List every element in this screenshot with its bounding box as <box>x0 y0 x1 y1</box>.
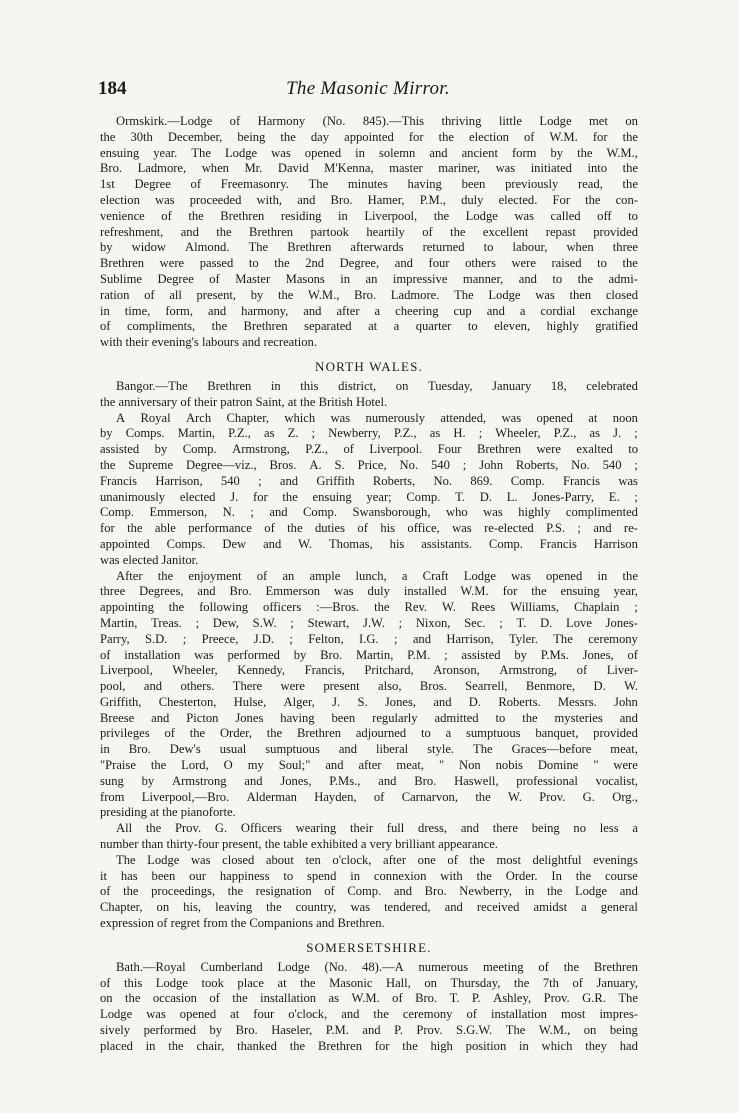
text-line: Bro. Ladmore, when Mr. David M'Kenna, master mariner, was initiated into the <box>100 161 638 176</box>
text-line: Comp. Emmerson, N. ; and Comp. Swansborough, who was highly complimented <box>100 505 638 520</box>
text-line: Lodge was opened at four o'clock, and the ceremony of installation most impres- <box>100 1007 638 1022</box>
text-line: expression of regret from the Companions and Brethren. <box>100 916 385 931</box>
paragraph <box>100 114 638 351</box>
text-line: in time, form, and harmony, and after a cheering cup and a cordial exchange <box>100 303 638 318</box>
text-line: the anniversary of their patron Saint, at the British Hotel. <box>100 394 388 409</box>
text-line: election was proceeded with, and Bro. Hamer, P.M., duly elected. For the con- <box>100 192 638 207</box>
text-line: sively performed by Bro. Haseler, P.M. and P. Prov. S.G.W. The W.M., on being <box>100 1023 638 1038</box>
text-line: appointing the following officers :—Bros. the Rev. W. Rees Williams, Chaplain ; <box>100 600 638 615</box>
text-line: Bangor.—The Brethren in this district, on Tuesday, January 18, celebrated <box>116 378 638 393</box>
text-line: refreshment, and the Brethren partook heartily of the excellent repast provided <box>100 224 638 239</box>
text-line: sung by Armstrong and Jones, P.Ms., and Bro. Haswell, professional vocalist, <box>100 773 638 788</box>
text-line: ration of all present, by the W.M., Bro. Ladmore. The Lodge was then closed <box>100 287 638 302</box>
paragraph <box>100 853 638 932</box>
text-line: venience of the Brethren residing in Liverpool, the Lodge was called off to <box>100 208 638 223</box>
paragraph <box>100 960 638 1055</box>
text-line: placed in the chair, thanked the Brethren for the high position in which they had <box>100 1038 638 1053</box>
text-line: Parry, S.D. ; Preece, J.D. ; Felton, I.G. ; and Harrison, Tyler. The ceremony <box>100 631 638 646</box>
text-line: by Comps. Martin, P.Z., as Z. ; Newberry, P.Z., as H. ; Wheeler, P.Z., as J. ; <box>100 426 638 441</box>
text-line: Francis Harrison, 540 ; and Griffith Roberts, No. 869. Comp. Francis was <box>100 473 638 488</box>
text-line: Breese and Picton Jones having been regularly admitted to the mysteries and <box>100 710 638 725</box>
section-heading: SOMERSETSHIRE. <box>306 939 432 955</box>
text-line: Liverpool, Wheeler, Kennedy, Francis, Pritchard, Aronson, Armstrong, of Liver- <box>100 663 638 678</box>
text-line: presiding at the pianoforte. <box>100 805 236 820</box>
text-line: of this Lodge took place at the Masonic Hall, on Thursday, the 7th of January, <box>100 975 638 990</box>
paragraph <box>100 411 638 569</box>
text-line: three Degrees, and Bro. Emmerson was duly installed W.M. for the ensuing year, <box>100 584 638 599</box>
section-heading: NORTH WALES. <box>315 358 423 374</box>
text-line: was elected Janitor. <box>100 552 199 567</box>
text-line: on the occasion of the installation as W.M. of Bro. T. P. Ashley, Prov. G.R. The <box>100 991 638 1006</box>
text-line: 1st Degree of Freemasonry. The minutes having been previously read, the <box>100 177 638 192</box>
text-line: privileges of the Order, the Brethren adjourned to a sumptuous banquet, provided <box>100 726 638 741</box>
text-line: number than thirty-four present, the table exhibited a very brilliant appearance. <box>100 837 498 852</box>
page-number: 184 <box>98 78 127 99</box>
text-line: the Supreme Degree—viz., Bros. A. S. Price, No. 540 ; John Roberts, No. 540 ; <box>100 457 638 472</box>
text-line: Chapter, on his, leaving the country, was tendered, and received amidst a general <box>100 900 638 915</box>
running-head <box>98 78 638 102</box>
journal-title: The Masonic Mirror. <box>286 78 450 99</box>
text-line: Griffith, Chesterton, Hulse, Alger, J. S. Jones, and D. Roberts. Messrs. John <box>100 694 638 709</box>
text-line: from Liverpool,—Bro. Alderman Hayden, of Carnarvon, the W. Prov. G. Org., <box>100 789 638 804</box>
text-line: "Praise the Lord, O my Soul;" and after meat, " Non nobis Domine " were <box>100 758 638 773</box>
text-line: appointed Comps. Dew and W. Thomas, his assistants. Comp. Francis Harrison <box>100 536 638 551</box>
text-line: After the enjoyment of an ample lunch, a Craft Lodge was opened in the <box>116 568 638 583</box>
text-line: Bath.—Royal Cumberland Lodge (No. 48).—A numerous meeting of the Brethren <box>116 959 638 974</box>
text-line: Martin, Treas. ; Dew, S.W. ; Stewart, J.W. ; Nixon, Sec. ; T. D. Love Jones- <box>100 615 638 630</box>
text-line: unanimously elected J. for the ensuing year; Comp. T. D. L. Jones-Parry, E. ; <box>100 489 638 504</box>
paragraph <box>100 379 638 411</box>
text-line: by widow Almond. The Brethren afterwards returned to labour, when three <box>100 240 638 255</box>
text-line: Ormskirk.—Lodge of Harmony (No. 845).—This thriving little Lodge met on <box>116 114 638 128</box>
text-line: ensuing year. The Lodge was opened in solemn and ancient form by the W.M., <box>100 145 638 160</box>
text-line: Sublime Degree of Master Masons in an impressive manner, and to the admi- <box>100 271 638 286</box>
text-line: All the Prov. G. Officers wearing their full dress, and there being no less a <box>116 821 638 836</box>
text-line: Brethren were passed to the 2nd Degree, and four others were raised to the <box>100 256 638 271</box>
article-body <box>100 114 638 1055</box>
text-line: with their evening's labours and recreation. <box>100 335 317 350</box>
text-line: of the proceedings, the resignation of Comp. and Bro. Newberry, in the Lodge and <box>100 884 638 899</box>
paragraph <box>100 821 638 853</box>
text-line: A Royal Arch Chapter, which was numerously attended, was opened at noon <box>116 410 638 425</box>
text-line: pool, and others. There were present also, Bros. Searrell, Benmore, D. W. <box>100 679 638 694</box>
text-line: of compliments, the Brethren separated at a quarter to eleven, highly gratified <box>100 319 638 334</box>
text-line: of installation was performed by Bro. Martin, P.M. ; assisted by P.Ms. Jones, of <box>100 647 638 662</box>
text-line: The Lodge was closed about ten o'clock, after one of the most delightful evenings <box>116 852 638 867</box>
text-line: the 30th December, being the day appointed for the election of W.M. for the <box>100 129 638 144</box>
paragraph <box>100 569 638 822</box>
text-line: for the able performance of the duties of his office, was re-elected P.S. ; and re- <box>100 521 638 536</box>
text-line: it has been our happiness to spend in connexion with the Order. In the course <box>100 868 638 883</box>
text-line: assisted by Comp. Armstrong, P.Z., of Liverpool. Four Brethren were exalted to <box>100 442 638 457</box>
text-line: in Bro. Dew's usual sumptuous and liberal style. The Graces—before meat, <box>100 742 638 757</box>
